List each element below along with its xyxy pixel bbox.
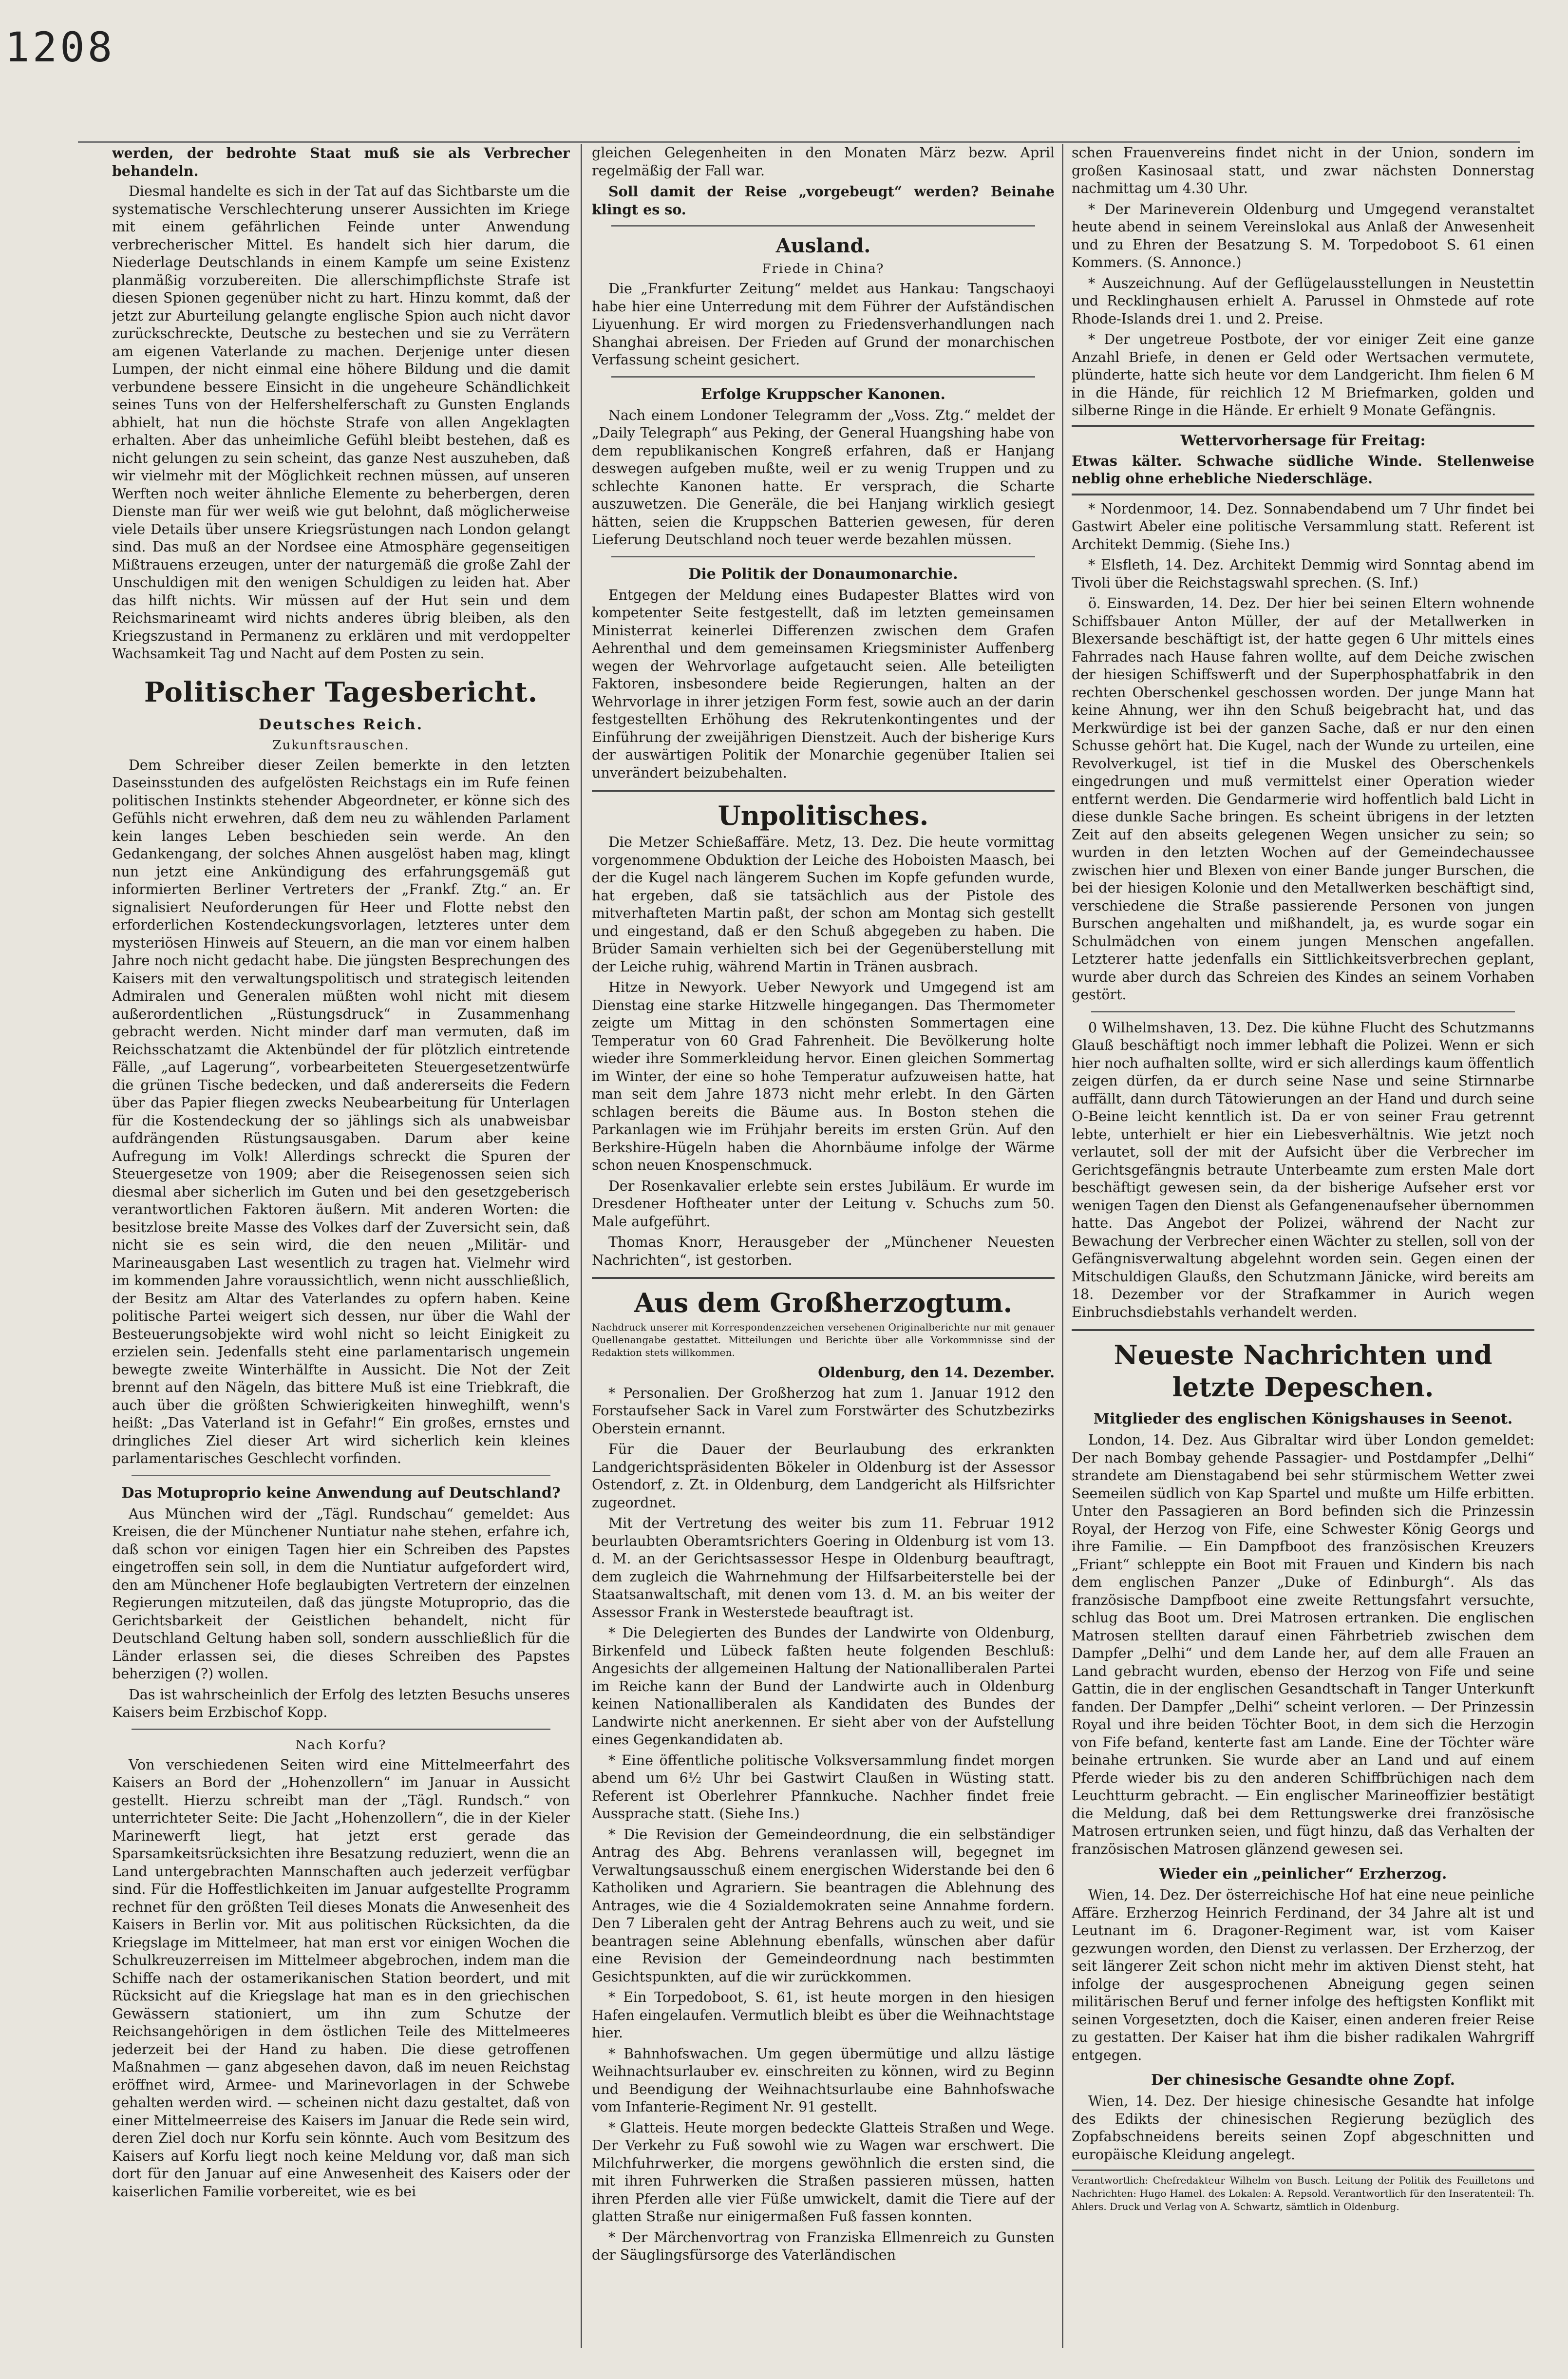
page-number: 1208 — [5, 23, 115, 71]
article-text: Wien, 14. Dez. Der österreichische Hof hat eine neue peinliche Affäre. Erzherzog Heinrich Ferdinand, der 34 Jahre alt ist und Leutnant im 6. Dragoner-Regiment war, ist vom Kaiser gezwungen worden, den Dienst zu verlassen. Der Erzherzog, der seit längerer Zeit schon nicht mehr im aktiven Dienst steht, hat infolge der ausgesprochenen Abneigung gegen seinen militärischen Beruf und ferner infolge des heftigsten Konflikt mit seinen Vorgesetzten, doch die Kaiser, einen anderen freier Reise zu gestatten. Der Kaiser hat ihm die bisher radikalen Wahrgriff entgegen. — [1072, 1887, 1534, 2063]
article-text: Die Metzer Schießaffäre. Metz, 13. Dez. Die heute vormittag vorgenommene Obduktion der Leiche des Hoboisten Maasch, bei der die Kugel nach längerem Suchen im Kopfe gefunden wurde, hat ergeben, daß sie tatsächlich aus der Pistole des mitverhafteten Martin paßt, der schon am Montag sich gestellt und eingestand, daß er den Schuß abgegeben zu haben. Die Brüder Samain verhielten sich bei der Gegenüberstellung mit der Leiche ruhig, während Martin in Tränen ausbrach. — [592, 834, 1055, 975]
article-text: * Der Märchenvortrag von Franziska Ellmenreich zu Gunsten der Säuglingsfürsorge des Vaterländischen — [592, 2229, 1055, 2263]
article-text: Nach einem Londoner Telegramm der „Voss. Ztg.“ meldet der „Daily Telegraph“ aus Peking, der General Huangshing habe von dem republikanischen Kongreß erfahren, daß er Hanjang deswegen aufgeben mußte, weil er zu wenig Truppen und zu schlechte Kanonen hatte. Er versprach, die Scharte auszuwetzen. Die Generäle, die bei Hanjang wirklich gesiegt hätten, seien die Kruppschen Batterien gewesen, für deren Lieferung Deutschland noch teuer werde bezahlen müssen. — [592, 407, 1055, 548]
separator — [611, 556, 1035, 557]
article-text: * Bahnhofswachen. Um gegen übermütige und allzu lästige Weihnachtsurlauber ev. einschreiten zu können, wird zu Beginn und Beendigung der Weihnachtsurlaube eine Bahnhofswache vom Infanterie-Regiment Nr. 91 gestellt. — [592, 2045, 1055, 2115]
article-text: Mit der Vertretung des weiter bis zum 11. Februar 1912 beurlaubten Oberamtsrichters Goering in Oldenburg ist vom 13. d. M. an der Gerichtsassessor Hespe in Oldenburg beauftragt, dem zugleich die Wahrnehmung der Hilfsarbeiterstelle bei der Staatsanwaltschaft, mit denen vom 13. d. M. an bis weiter der Assessor Frank in Westerstede beauftragt ist. — [592, 1515, 1055, 1620]
subsection-heading: Deutsches Reich. — [258, 716, 424, 733]
column-rule — [1062, 144, 1063, 2348]
article-text: schen Frauenvereins findet nicht in der Union, sondern im großen Kasinosaal statt, und zwar nächsten Donnerstag nachmittag um 4.30 Uhr. — [1072, 145, 1534, 196]
article-text: * Die Delegierten des Bundes der Landwirte von Oldenburg, Birkenfeld und Lübeck faßten heute folgenden Beschluß: Angesichts der allgemeinen Haltung der Nationalliberalen Partei im Reiche kann der Bund der Landwirte auch in Oldenburg keinen Nationalliberalen als Kandidaten des Bundes der Landwirte nicht anerkennen. Er sieht aber von der Aufstellung eines Gegenkandidaten ab. — [592, 1625, 1055, 1748]
separator — [592, 1277, 1055, 1279]
article-text: Von verschiedenen Seiten wird eine Mittelmeerfahrt des Kaisers an Bord der „Hohenzollern“ im Januar in Aussicht gestellt. Hierzu schreibt man der „Tägl. Rundsch.“ von unterrichteter Seite: Die Jacht „Hohenzollern“, die in der Kieler Marinewerft liegt, hat jetzt erst gerade das Sparsamkeitsrücksichten ihre Besatzung reduziert, wenn die an Land untergebrachten Mannschaften auch jederzeit verfügbar sind. Für die Hoffestlichkeiten im Januar aufgestellte Programm rechnet für den größten Teil dieses Monats die Anwesenheit des Kaisers in Berlin vor. Mit aus politischen Rücksichten, da die Kriegslage im Mittelmeer, hat man erst vor einigen Wochen die Schulkreuzerreisen im Mittelmeer abgebrochen, indem man die Schiffe nach der ostamerikanischen Station beordert, und mit Rücksicht auf die Kriegslage hat man es in den griechischen Gewässern stationiert, um ihn zum Schutze der Reichsangehörigen in dem östlichen Teile des Mittelmeeres jederzeit bei der Hand zu haben. Die diese getroffenen Maßnahmen — ganz abgesehen davon, daß im neuen Reichstag eröffnet wird, Armee- und Marinevorlagen in der Schwebe gehalten werden wird. — scheinen nicht dazu gestaltet, daß von einer Mittelmeerreise des Kaisers im Januar die Rede sein wird, deren Ziel doch nur Korfu sein könnte. Auch vom Besitzum des Kaisers auf Korfu liegt noch keine Meldung vor, daß man sich dort für den Januar auf eine Anwesenheit des Kaisers oder der kaiserlichen Familie vorbereitet, wie es bei — [112, 1756, 570, 2200]
article-text: * Der ungetreue Postbote, der vor einiger Zeit eine ganze Anzahl Briefe, in denen er Geld oder Wertsachen vermutete, plünderte, hatte sich heute vor dem Landgericht. Ihm fielen 6 M in die Hände, für reichlich 12 M Briefmarken, golden und silberne Ringe in die Hände. Er erhielt 9 Monate Gefängnis. — [1072, 331, 1534, 419]
imprint: Verantwortlich: Chefredakteur Wilhelm von Busch. Leitung der Politik des Feuilletons und Nachrichten: Hugo Hamel. des Lokalen: A. Repsold. Verantwortlich für den Inseratenteil: Th. Ahlers. Druck und Verlag von A. Schwartz, sämtlich in Oldenburg. — [1072, 2170, 1534, 2213]
separator — [611, 376, 1035, 378]
section-heading: Unpolitisches. — [718, 800, 929, 831]
column-left — [112, 144, 570, 2348]
article-text: Hitze in Newyork. Ueber Newyork und Umgegend ist am Dienstag eine starke Hitzwelle hingegangen. Das Thermometer zeigte um Mittag in den schönsten Sommertagen eine Temperatur von 60 Grad Fahrenheit. Die Bevölkerung holte wieder ihre Sommerkleidung hervor. Einen gleichen Sommertag im Winter, der eine so hohe Temperatur aufzuweisen hatte, hat man seit dem Jahre 1873 nicht mehr erlebt. In den Gärten schlagen bereits die Bäume aus. In Boston stehen die Parkanlagen wie im Frühjahr bereits im ersten Grün. Auf den Berkshire-Hügeln haben die Ahornbäume infolge der Wärme schon neuen Knospenschmuck. — [592, 979, 1055, 1173]
article-text: 0 Wilhelmshaven, 13. Dez. Die kühne Flucht des Schutzmanns Glauß beschäftigt noch immer lebhaft die Polizei. Wenn er sich hier noch aufhalten sollte, wird er sich allerdings kaum öffentlich zeigen dürfen, da er durch seine Nase und seine Stirnnarbe auffällt, dann durch Tätowierungen an der Hand und durch seine O-Beine leicht kenntlich ist. Da er von seiner Frau getrennt lebte, unterhielt er hier ein Liebesverhältnis. Wie jetzt noch verlautet, soll der mit der Aufsicht über die Verbrecher im Gerichtsgefängnis betraute Unterbeamte zum ersten Male dort beschäftigt gewesen sein, da der bisherige Aufseher erst vor wenigen Tagen den Dienst als Gefangenenaufseher übernommen hatte. Das Angebot der Polizei, während der Nacht zur Bewachung der Verbrecher einen Wächter zu stellen, soll von der Gefängnisverwaltung abgelehnt worden sein. Gegen einen der Mitschuldigen Glaußs, den Schutzmann Jänicke, wird bereits am 18. Dezember vor der Strafkammer in Aurich wegen Einbruchsdiebstahls verhandelt werden. — [1072, 1019, 1534, 1320]
reprint-notice: Nachdruck unserer mit Korrespondenzzeichen versehenen Originalberichte nur mit genauer Quellenangabe gestattet. Mitteilungen und Berichte über alle Vorkommnisse sind der Redaktion stets willkommen. — [592, 1321, 1055, 1358]
article-text: * Die Revision der Gemeindeordnung, die ein selbständiger Antrag des Abg. Behrens veranlassen will, begegnet im Verwaltungsausschuß einem energischen Widerstande bei den 6 Katholiken und Agrariern. Sie beantragen die Ablehnung des Antrages, wie die 4 Sozialdemokraten seine Annahme fordern. Den 7 Liberalen geht der Antrag Behrens auch zu weit, und sie beantragen seine Ablehnung ebenfalls, wünschen aber dafür eine Revision der Gemeindeordnung nach bestimmten Gesichtspunkten, auf die wir zurückkommen. — [592, 1826, 1055, 1985]
article-text: Die „Frankfurter Zeitung“ meldet aus Hankau: Tangschaoyi habe hier eine Unterredung mit dem Führer der Aufständischen Liyuenhung. Er wird morgen zu Friedensverhandlungen nach Shanghai abreisen. Der Frieden auf Grund der monarchischen Verfassung scheint gesichert. — [592, 281, 1055, 368]
article-text: London, 14. Dez. Aus Gibraltar wird über London gemeldet: Der nach Bombay gehende Passagier- und Postdampfer „Delhi“ strandete am Dienstagabend bei sehr stürmischem Wetter zwei Seemeilen südlich von Kap Spartel und mußte um Hilfe erbitten. Unter den Passagieren an Bord befinden sich die Prinzessin Royal, der Herzog von Fife, eine Schwester König Georgs und ihre Familie. — Ein Dampfboot des französischen Kreuzers „Friant“ schleppte ein Boot mit Frauen und Kindern bis nach dem englischen Panzer „Duke of Edinburgh“. Als das französische Dampfboot eine zweite Rettungsfahrt versuchte, schlug das Boot um. Drei Matrosen ertranken. Die englischen Matrosen stellten darauf einen Fährbetrieb zwischen dem Dampfer „Delhi“ und dem Lande her, auf dem alle Frauen an Land gebracht wurden, ebenso der Herzog von Fife und seine Gattin, die in der englischen Gesandtschaft in Tanger Unterkunft fanden. Der Dampfer „Delhi“ scheint verloren. — Der Prinzessin Royal und ihre beiden Töchter Boot, in dem sich die Herzogin von Fife befand, kenterte fast am Lande. Eine der Töchter wäre beinahe ertrunken. Sie wurde aber an Land und auf einem Pferde wieder bis zu den anderen Schiffbrüchigen nach dem Leuchtturm gebracht. — Ein englischer Marineoffizier bestätigt die Meldung, daß bei dem Rettungswerke drei französische Matrosen ertrunken seien, und fügt hinzu, daß das Verhalten der französischen Matrosen glänzend gewesen sei. — [1072, 1432, 1534, 1857]
article-text: Entgegen der Meldung eines Budapester Blattes wird von kompetenter Seite festgestellt, daß im letzten gemeinsamen Ministerrat keinerlei Differenzen zwischen dem Grafen Aehrenthal und dem gemeinsamen Kriegsminister Auffenberg wegen der Wehrvorlage aufgetaucht seien. Alle beteiligten Faktoren, insbesondere beide Regierungen, halten an der Wehrvorlage in ihrer jetzigen Form fest, sowie auch an der darin festgestellten Erhöhung des Rekrutenkontingentes und der Einführung der zweijährigen Dienstzeit. Auch der bisherige Kurs der auswärtigen Politik der Monarchie gegenüber Italien sei unverändert beizubehalten. — [592, 587, 1055, 781]
section-heading: Neueste Nachrichten und letzte Depeschen. — [1114, 1339, 1492, 1403]
article-text: * Eine öffentliche politische Volksversammlung findet morgen abend um 6½ Uhr bei Gastwirt Claußen in Wüsting statt. Referent ist Oberlehrer Pfannkuche. Nachher findet freie Aussprache statt. (Siehe Ins.) — [592, 1752, 1055, 1822]
article-text: * Glatteis. Heute morgen bedeckte Glatteis Straßen und Wege. Der Verkehr zu Fuß sowohl wie zu Wagen war erschwert. Die Milchfuhrwerker, die morgens gewöhnlich die ersten sind, die mit ihren Fuhrwerken die Straßen passieren müssen, hatten ihren Pferden alle vier Füße umwickelt, damit die Tiere auf der glatten Straße nur einigermaßen Fuß fassen konnten. — [592, 2119, 1055, 2225]
article-title: Mitglieder des englischen Königshauses in Seenot. — [1093, 1410, 1513, 1427]
article-text: * Nordenmoor, 14. Dez. Sonnabendabend um 7 Uhr findet bei Gastwirt Abeler eine politische Versammlung statt. Referent ist Architekt Demmig. (Siehe Ins.) — [1072, 500, 1534, 552]
article-title: Das Motuproprio keine Anwendung auf Deutschland? — [121, 1484, 561, 1502]
article-text: Aus München wird der „Tägl. Rundschau“ gemeldet: Aus Kreisen, die der Münchener Nuntiatur nahe stehen, erfahre ich, daß schon vor einigen Tagen hier ein Schreiben des Papstes eingetroffen sein soll, in dem die Nuntiatur aufgefordert wird, den am Münchener Hofe beglaubigten Vertretern der einzelnen Regierungen mitzuteilen, daß das jüngste Motuproprio, das die Gerichtsbarkeit der Geistlichen behandelt, nicht für Deutschland Geltung haben soll, sondern ausschließlich für die Länder erlassen sei, die dieses Schreiben des Papstes beherzigen (?) wollen. — [112, 1505, 570, 1682]
dateline: Oldenburg, den 14. Dezember. — [818, 1364, 1055, 1381]
separator — [611, 225, 1035, 227]
article-text: gleichen Gelegenheiten in den Monaten März bezw. April regelmäßig der Fall war. — [592, 145, 1055, 179]
article-title: Wieder ein „peinlicher“ Erzherzog. — [1159, 1865, 1447, 1883]
article-title: Die Politik der Donaumonarchie. — [688, 565, 958, 583]
section-heading: Ausland. — [775, 234, 871, 257]
separator — [132, 1475, 550, 1476]
article-text: * Ein Torpedoboot, S. 61, ist heute morgen in den hiesigen Hafen eingelaufen. Vermutlich bleibt es über die Weihnachtstage hier. — [592, 1989, 1055, 2041]
article-text: Das ist wahrscheinlich der Erfolg des letzten Besuchs unseres Kaisers beim Erzbischof Kopp. — [112, 1686, 570, 1720]
article-text: * Auszeichnung. Auf der Geflügelausstellungen in Neustettin und Recklinghausen erhielt A. Parussel in Ohmstede auf rote Rhode-Islands drei 1. und 2. Preise. — [1072, 275, 1534, 327]
article-title: Erfolge Kruppscher Kanonen. — [701, 385, 945, 403]
article-text: Für die Dauer der Beurlaubung des erkrankten Landgerichtspräsidenten Bökeler in Oldenburg ist der Assessor Ostendorf, z. Zt. in Oldenburg, dem Landgericht als Hilfsrichter zugeordnet. — [592, 1441, 1055, 1511]
section-heading: Politischer Tagesbericht. — [144, 676, 538, 708]
column-right — [1072, 144, 1534, 2348]
separator — [132, 1729, 550, 1730]
column-middle — [592, 144, 1055, 2348]
article-text: werden, der bedrohte Staat muß sie als Verbrecher behandeln. — [112, 145, 570, 179]
separator — [592, 790, 1055, 792]
article-text: Wien, 14. Dez. Der hiesige chinesische Gesandte hat infolge des Edikts der chinesischen Regierung bezüglich des Zopfabschneidens bereits seinen Zopf abgeschnitten und europäische Kleidung angelegt. — [1072, 2093, 1534, 2163]
section-heading: Aus dem Großherzogtum. — [634, 1287, 1013, 1318]
article-text: * Der Marineverein Oldenburg und Umgegend veranstaltet heute abend in seinem Vereinslokal aus Anlaß der Anwesenheit und zu Ehren der Besatzung S. M. Torpedoboot S. 61 einen Kommers. (S. Annonce.) — [1072, 201, 1534, 270]
weather-title: Wettervorhersage für Freitag: — [1180, 432, 1426, 449]
weather-forecast-box — [1072, 425, 1534, 495]
article-text: Thomas Knorr, Herausgeber der „Münchener Neuesten Nachrichten“, ist gestorben. — [592, 1234, 1055, 1268]
weather-text: Etwas kälter. Schwache südliche Winde. Stellenweise neblig ohne erhebliche Niederschläge. — [1072, 452, 1534, 487]
article-text: Soll damit der Reise „vorgebeugt“ werden? Beinahe klingt es so. — [592, 183, 1055, 218]
article-text: * Personalien. Der Großherzog hat zum 1. Januar 1912 den Forstaufseher Sack in Varel zum Forstwärter des Schutzbezirks Oberstein ernannt. — [592, 1385, 1055, 1437]
article-title: Friede in China? — [762, 262, 885, 276]
column-rule — [581, 144, 582, 2348]
article-text: Der Rosenkavalier erlebte sein erstes Jubiläum. Er wurde im Dresdener Hoftheater unter der Leitung v. Schuchs zum 50. Male aufgeführt. — [592, 1178, 1055, 1230]
article-title: Nach Korfu? — [295, 1737, 387, 1752]
article-text: * Elsfleth, 14. Dez. Architekt Demmig wird Sonntag abend im Tivoli über die Reichstagswahl sprechen. (S. Inf.) — [1072, 557, 1534, 591]
article-text: Diesmal handelte es sich in der Tat auf das Sichtbarste um die systematische Verschlechterung unserer Aussichten im Kriege mit einem gefährlichen Feinde unter Anwendung verbrecherischer Mittel. Es handelt sich hier darum, die Niederlage Deutschlands in einem Kampfe um seine Existenz planmäßig vorzubereiten. Die allerschimpflichste Strafe ist diesen Spionen gegenüber nicht zu hart. Hinzu kommt, daß der jetzt zur Aburteilung gelangte englische Spion auch nicht davor zurückschreckte, Deutsche zu bestechen und sie zu Verrätern am eigenen Vaterlande zu machen. Derjenige unter diesen Lumpen, der nicht einmal eine höhere Bildung und die damit verbundene bessere Einsicht in die ungeheure Schändlichkeit seines Tuns von der Helfershelferschaft zu Gunsten Englands abhielt, hat nun die höchste Strafe von allen Angeklagten erhalten. Aber das unheimliche Gefühl bleibt bestehen, daß es nicht gelungen zu sein scheint, das ganze Nest auszuheben, daß wir vielmehr mit der Möglichkeit rechnen müssen, auf unseren Werften noch weiter ähnliche Elemente zu beherbergen, deren Dienste man für wer weiß wie gut belohnt, daß möglicherweise viele Details über unsere Kriegsrüstungen nach London gelangt sind. Das muß an der Nordsee eine Atmosphäre gegenseitigen Mißtrauens erzeugen, unter der naturgemäß die große Zahl der Unschuldigen mit den wenigen Schuldigen zu leiden hat. Aber das hilft nichts. Wir müssen auf der Hut sein und dem Reichsmarineamt wird nichts anderes übrig bleiben, als den Kriegszustand in Permanenz zu erklären und mit verdoppelter Wachsamkeit Tag und Nacht auf dem Posten zu sein. — [112, 183, 570, 662]
article-text: ö. Einswarden, 14. Dez. Der hier bei seinen Eltern wohnende Schiffsbauer Anton Müller, der auf der Metallwerken in Blexersande beschäftigt ist, der hatte gegen 6 Uhr mittels eines Fahrrades nach Hause fahren wollte, auf dem Deiche zwischen der hiesigen Schiffswerft und der Superphosphatfabrik in den rechten Oberschenkel geschossen worden. Der junge Mann hat keine Ahnung, wer ihn den Schuß beigebracht hat, und das Merkwürdige ist bei der ganzen Sache, daß er nur den einen Schusse gehört hat. Die Kugel, nach der Wunde zu urteilen, eine Revolverkugel, ist tief in die Muskel des Oberschenkels eingedrungen und muß vermittelst einer Operation wieder entfernt werden. Die Gendarmerie wird hoffentlich bald Licht in diese dunkle Sache bringen. Es scheint übrigens in der letzten Zeit auf den abseits gelegenen Wegen unsicher zu sein; so wurden in den letzten Wochen auf der Gemeindechaussee zwischen hier und Blexen von einer Bande junger Burschen, die bei der hiesigen Kolonie und den Metallwerken beschäftigt sind, verschiedene die Straße passierende Personen von jungen Burschen angehalten und mißhandelt, ja, es wurde sogar ein Schulmädchen von einem jungen Menschen angefallen. Letzterer hatte jedenfalls ein Sittlichkeitsverbrechen geplant, wurde aber durch das Schreien des Kindes an seinem Vorhaben gestört. — [1072, 595, 1534, 1003]
article-title: Zukunftsrauschen. — [272, 738, 410, 753]
article-title: Der chinesische Gesandte ohne Zopf. — [1151, 2072, 1455, 2089]
separator — [1091, 1011, 1515, 1012]
article-text: Dem Schreiber dieser Zeilen bemerkte in den letzten Daseinsstunden des aufgelösten Reichstags ein im Rufe feinen politischen Instinkts stehender Abgeordneter, er könne sich des Gefühls nicht erwehren, daß dem neu zu wählenden Parlament kein langes Leben beschieden sein werde. An den Gedankengang, der solches Ahnen ausgelöst haben mag, klingt nun jetzt eine Ankündigung des erfahrungsgemäß gut informierten Berliner Vertreters der „Frankf. Ztg.“ an. Er signalisiert Neuforderungen für Heer und Flotte nebst den erforderlichen Kostendeckungsvorlagen, letzteres unter dem mysteriösen Hinweis auf Steuern, an die man vor einem halben Jahre noch nicht gedacht habe. Die jüngsten Besprechungen des Kaisers mit den verwaltungspolitisch und strategisch leitenden Admiralen und Generalen müßten wohl nicht mit diesem außerordentlichen „Rüstungsdruck“ in Zusammenhang gebracht werden. Nicht minder darf man vermuten, daß im Reichsschatzamt die Aktenbündel der für plötzlich eintretende Fälle, „auf Lagerung“, vorbearbeiteten Steuergesetzentwürfe die grünen Tische bedecken, und daß andererseits die Federn über das Papier fliegen zwecks Neubearbeitung für Unterlagen für die Kostendeckung der so jählings sich als unabweisbar aufdrängenden Rüstungsausgaben. Darum aber keine Aufregung im Volk! Allerdings schreckt die Spuren der Steuergesetze von 1909; aber die Reisegenossen seien sich diesmal aber sicherlich im Guten und bei den gesetzgeberisch verantwortlichen Faktoren äußern. Mit anderen Worten: die besitzlose breite Masse des Volkes darf der Zuversicht sein, daß nicht sie es sein wird, die den neuen „Militär- und Marineausgaben Last wesentlich zu tragen hat. Vielmehr wird im kommenden Jahre voraussichtlich, wenn nicht ausschließlich, der Besitz am Altar des Vaterlandes zu opfern haben. Keine politische Partei weigert sich dessen, nur über die Wahl der Besteuerungsobjekte wird wohl nicht so leicht Einigkeit zu erzielen sein. Jedenfalls steht eine parlamentarisch ungemein bewegte zweite Winterhälfte in Aussicht. Die Not der Zeit brennt auf den Nägeln, das bittere Muß ist eine Triebkraft, die auch über die größten Schwierigkeiten hinweghilft, wenn's heißt: „Das Vaterland ist in Gefahr!“ Ein großes, ernstes und dringliches Ziel dieser Art wird sicherlich kein kleines parlamentarisches Geschlecht vorfinden. — [112, 757, 570, 1466]
top-rule — [78, 141, 1520, 143]
separator — [1072, 1329, 1534, 1331]
